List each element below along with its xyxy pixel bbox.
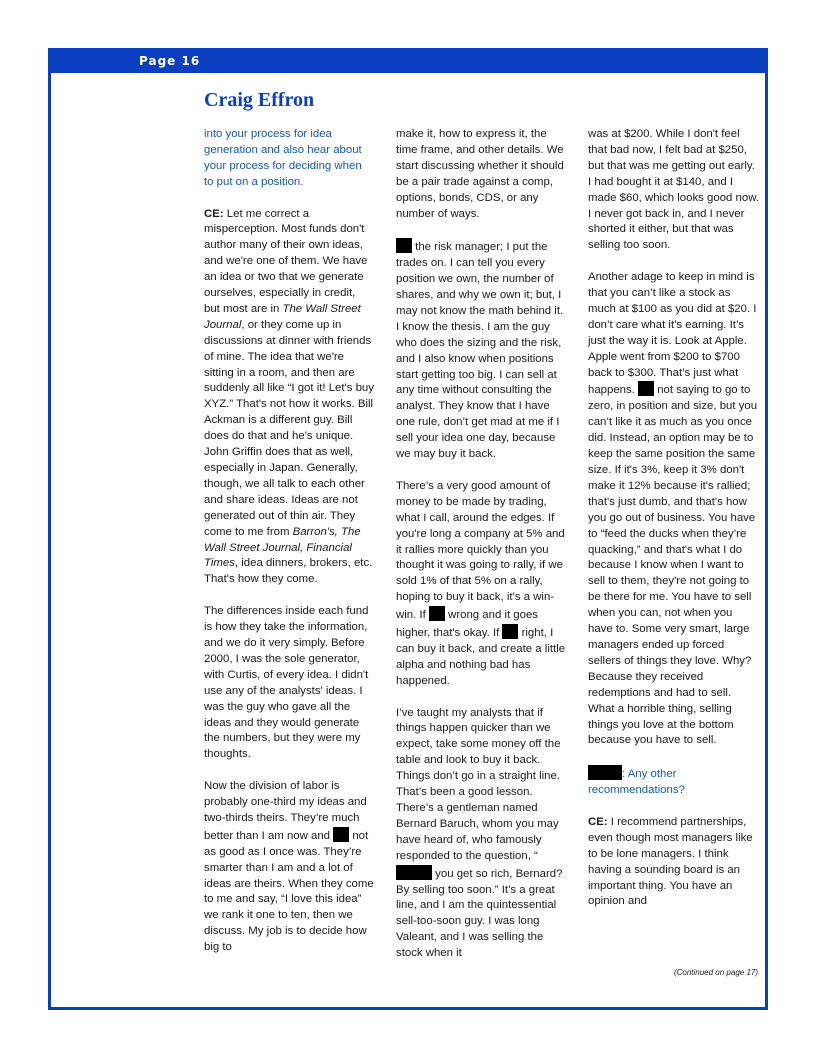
answer-paragraph: CE: Let me correct a misperception. Most funds don't author many of their own ideas, and we're one of them. We have an idea or two that we generate ourselves, especially in credit, but most are in The Wall Street Journal, or they come up in discussions at dinner with friends of mine. The idea that we're sitting in a room, and then are suddenly all like “I got it! Let's buy XYZ.” That's not how it works. Bill Ackman is a different guy. Bill does do that and he's unique. John Griffin does that as well, especially in Japan. Generally, though, we all talk to each other and share ideas. Ideas are not generated out of thin air. They come to me from Barron's, The Wall Street Journal, Financial Times, idea dinners, brokers, etc. That's how they come. bbox=[204, 207, 374, 586]
redaction-box bbox=[638, 381, 654, 396]
publication-name: The Wall Street Journal bbox=[204, 302, 361, 331]
speaker-label: CE: bbox=[588, 815, 608, 828]
page-header-band bbox=[51, 51, 765, 73]
continued-note: (Continued on page 17) bbox=[673, 968, 758, 977]
redaction-box bbox=[502, 624, 518, 639]
redaction-box bbox=[429, 606, 445, 621]
paragraph: I’ve taught my analysts that if things happen quicker than we expect, take some money off the table and look to buy it back. Things don’t go in a straight line. That’s been a good lesson. There’s a gentleman named Bernard Baruch, whom you may have heard of, who famously responded to the question, “ you get so rich, Bernard? By selling too soon.” It’s a great line, and I am the quintessential sell-too-soon guy. I was long Valeant, and I was selling the stock when it bbox=[396, 706, 563, 960]
redaction-box bbox=[396, 238, 412, 253]
paragraph: Now the division of labor is probably one-third my ideas and two-thirds theirs. They’re much better than I am now and not as good as I once was. They’re smarter than I am and a lot of ideas are theirs. When they come to me and say, “I love this idea” we rank it one to ten, then we discuss. My job is to decide how big to bbox=[204, 780, 374, 954]
interviewer-question: into your process for idea generation and also hear about your process for deciding when to put on a position. bbox=[204, 128, 362, 188]
speaker-label: CE: bbox=[204, 207, 224, 220]
publication-names: Barron's, The Wall Street Journal, Financial Times bbox=[204, 525, 361, 570]
article-title: Craig Effron bbox=[204, 89, 315, 111]
column-1 bbox=[204, 127, 374, 972]
paragraph: was at $200. While I don't feel that bad now, I felt bad at $250, but that was me getting out early. I had bought it at $140, and I made $60, which looks good now. I never got back in, and I never shorted it either, but that was selling too soon. bbox=[588, 128, 759, 252]
column-2 bbox=[396, 127, 568, 978]
paragraph: make it, how to express it, the time frame, and other details. We start discussing whether it should be a pair trade against a comp, options, bonds, CDS, or any number of ways. bbox=[396, 128, 564, 220]
paragraph: Another adage to keep in mind is that you can’t like a stock as much at $100 as you did at $20. I don’t care what it’s earning. It’s just the way it is. Look at Apple. Apple went from $200 to $700 back to $300. That’s just what happens. not saying to go to zero, in position and size, but you can’t like it as much as you once did. Instead, an option may be to keep the same position the same size. If it's 3%, keep it 3% don't make it 12% because it's rallied; that's just dumb, and that's how you go out of business. You have to “feed the ducks when they’re quacking,” and that's what I do because I know when I want to sell to them, they're not going to be there for me. You have to sell when you can, not when you have to. Some very smart, large managers ended up forced sellers of things they love. Why? Because they received redemptions and had to sell. What a horrible thing, selling things you love at the bottom because you have to sell. bbox=[588, 271, 758, 747]
redaction-box bbox=[396, 865, 432, 880]
paragraph: the risk manager; I put the trades on. I can tell you every position we own, the number of shares, and why we own it; but, I may not know the math behind it. I know the thesis. I am the guy who does the sizing and the risk, and I also know when positions start getting too big. I can sell at any time without consulting the analyst. They know that I have one rule, don’t get mad at me if I sell your idea one day, because we may buy it back. bbox=[396, 238, 568, 463]
paragraph: There’s a very good amount of money to be made by trading, what I call, around the edges. If you're long a company at 5% and it rallies more quickly than you thought it was going to rally, if we sold 1% of that 5% on a rally, hoping to buy it back, it’s a win-win. If wrong and it goes higher, that's okay. If right, I can buy it back, and create a little alpha and nothing bad has happened. bbox=[396, 479, 566, 687]
page-number: Page 16 bbox=[139, 54, 201, 68]
redaction-box bbox=[588, 765, 622, 780]
paragraph: The differences inside each fund is how they take the information, and we do it very simply. Before 2000, I was the sole generator, with Curtis, of every idea. I didn't use any of the analysts' ideas. I was the guy who gave all the ideas and they would generate the numbers, but they were my thoughts. bbox=[204, 605, 369, 761]
redaction-box bbox=[333, 827, 349, 842]
column-3 bbox=[588, 127, 760, 926]
interviewer-question: : Any other recommendations? bbox=[588, 765, 760, 799]
answer-paragraph: CE: I recommend partnerships, even though most managers like to be lone managers. I think having a sounding board is an important thing. You have an opinion and bbox=[588, 815, 753, 908]
